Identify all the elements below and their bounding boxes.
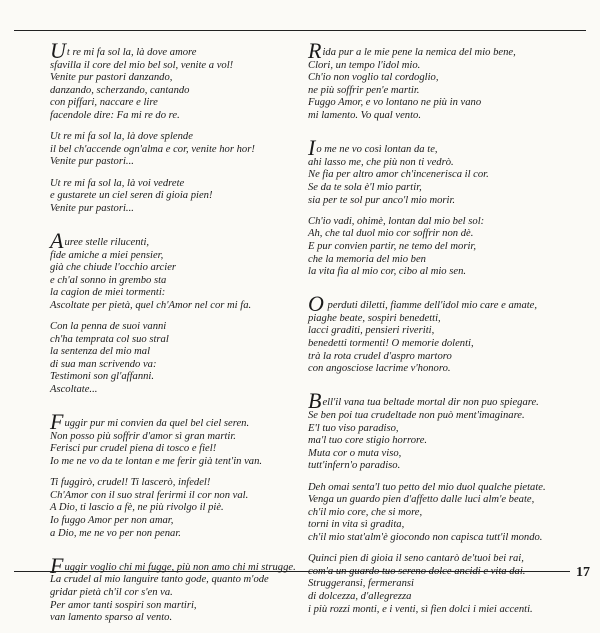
poem-gap <box>308 384 580 394</box>
verse-line-rest: o me ne vo così lontan da te, <box>316 144 438 156</box>
verse-line: ch'ha temprata col suo stral <box>50 333 169 345</box>
top-rule <box>14 30 586 31</box>
verse-line: danzando, scherzando, cantando <box>50 84 190 96</box>
drop-cap: I <box>308 135 316 161</box>
verse-line: Ch'Amor con il suo stral ferirmi il cor non val. <box>50 489 249 501</box>
verse-line: di dolcezza, d'allegrezza <box>308 590 412 602</box>
verse-line <box>50 38 300 63</box>
verse-line: E'l tuo viso paradiso, <box>308 422 399 434</box>
verse-line: ch'il mio core, che si more, <box>308 506 423 518</box>
poem <box>50 227 300 397</box>
verse-line: Venite pur pastori... <box>50 156 134 168</box>
verse-line: Ascoltate... <box>50 384 98 396</box>
verse-line: ch'il mio stat'alm'è giocondo non capisca tutt'il mondo. <box>308 531 543 543</box>
verse-line: com'a un guardo tuo sereno dolce ancidi e vita dai. <box>308 565 526 577</box>
stanza <box>308 38 580 123</box>
stanza <box>50 38 300 123</box>
verse-line: Venite pur pastori... <box>50 202 134 214</box>
verse-line: lacci graditi, pensieri riveriti, <box>308 325 435 337</box>
poem-gap <box>308 287 580 297</box>
verse-line: Clori, un tempo l'idol mio. <box>308 59 421 71</box>
stanza <box>50 178 300 216</box>
drop-cap: U <box>50 38 66 63</box>
verse-line: Ne fia per altro amor ch'incenerisca il cor. <box>308 169 489 181</box>
verse-line: van lamento sparso al vento. <box>50 612 173 624</box>
verse-line: A Dio, ti lascio a fè, ne più rivolgo il piè. <box>50 502 224 514</box>
verse-line-rest: ell'il vana tua beltade mortal dir non puo spiegare. <box>322 397 539 409</box>
verse-line: Ut re mi fa sol la, là voi vedrete <box>50 177 185 189</box>
verse-line: Ti fuggirò, crudel! Ti lascerò, infedel! <box>50 477 211 489</box>
poem-gap <box>50 549 300 559</box>
verse-line: tutt'infern'o paradiso. <box>308 460 401 472</box>
verse-line-rest: t re mi fa sol la, là dove amore <box>66 47 197 58</box>
stanza <box>50 131 300 169</box>
verse-line: facendole dire: Fa mi re do re. <box>50 109 180 121</box>
stanza <box>50 552 300 625</box>
verse-line: Se ben poi tua crudeltade non può ment'imaginare. <box>308 410 525 422</box>
verse-line: e ch'al sonno in grembo sta <box>50 274 167 286</box>
verse-line: fide amiche a miei pensier, <box>50 249 164 261</box>
stanza <box>308 553 580 616</box>
verse-line: Ut re mi fa sol la, là dove splende <box>50 131 193 143</box>
verse-line: Muta cor o muta viso, <box>308 447 402 459</box>
poem <box>308 135 580 279</box>
verse-line: mi lamento. Vo qual vento. <box>308 109 421 121</box>
verse-line: i più rozzi monti, e i venti, sì fien dolci i miei accenti. <box>308 603 533 615</box>
stanza <box>50 227 300 313</box>
verse-line-rest: uggir voglio chi mi fugge, più non amo chi mi strugge. <box>64 561 296 573</box>
stanza <box>308 482 580 545</box>
verse-line: Per amor tanti sospiri son martiri, <box>50 599 197 611</box>
verse-line: Io me ne vo da te lontan e me ferir già tent'in van. <box>50 456 263 467</box>
verse-line: Venite pur pastori danzando, <box>50 72 173 84</box>
verse-line: torni in vita sì gradita, <box>308 519 405 531</box>
verse-line <box>308 135 580 161</box>
stanza <box>308 216 580 279</box>
drop-cap: B <box>308 388 322 414</box>
poem <box>50 552 300 625</box>
verse-line: Io fuggo Amor per non amar, <box>50 514 174 526</box>
verse-line: Con la penna de suoi vanni <box>50 321 167 333</box>
verse-line <box>50 552 300 578</box>
verse-line <box>308 291 580 317</box>
verse-line: già che chiude l'occhio arcier <box>50 262 177 274</box>
verse-line: Venga un guardo pien d'affetto dalle luci alm'e beate, <box>308 494 535 506</box>
verse-line: a Dio, me ne vo per non penar. <box>50 527 181 539</box>
left-column <box>50 38 300 633</box>
poem <box>308 291 580 376</box>
verse-line: la sentenza del mio mal <box>50 346 151 358</box>
poem-gap <box>308 131 580 141</box>
verse-line-rest: uggir pur mi convien da quel bel ciel seren. <box>64 418 250 430</box>
verse-line: di sua man scrivendo va: <box>50 358 157 370</box>
verse-line-rest: ida pur a le mie pene la nemica del mio bene, <box>322 47 516 58</box>
poem <box>50 409 300 540</box>
verse-line: la vita fia al mio cor, cibo al mio sen. <box>308 266 467 278</box>
poem <box>308 38 580 123</box>
poem <box>308 388 580 616</box>
verse-line-rest: uree stelle rilucenti, <box>64 236 150 248</box>
page-number: 17 <box>570 565 590 581</box>
verse-line <box>50 409 300 435</box>
drop-cap: R <box>308 38 322 63</box>
verse-line: con piffari, naccare e lire <box>50 97 158 109</box>
verse-line: Deh omai senta'l tuo petto del mio duol qualche pietate. <box>308 481 546 493</box>
verse-line: Testimoni son gl'affanni. <box>50 371 155 383</box>
verse-line: Non posso più soffrir d'amor sì gran martir. <box>50 430 236 442</box>
stanza <box>50 477 300 540</box>
verse-line: Ch'io non voglio tal cordoglio, <box>308 72 439 84</box>
drop-cap: O <box>308 291 324 317</box>
poem-gap <box>50 405 300 415</box>
verse-line: e gustarete un ciel seren di gioia pien! <box>50 190 213 202</box>
verse-line <box>50 227 300 253</box>
verse-line: E pur convien partir, ne temo del morir, <box>308 240 477 252</box>
drop-cap: A <box>50 227 64 253</box>
stanza <box>308 135 580 207</box>
drop-cap: F <box>50 552 64 578</box>
stanza <box>50 409 300 468</box>
verse-line: Quinci pien di gioia il seno cantarò de'tuoi bei rai, <box>308 553 524 565</box>
verse-line: benedetti tormenti! O memorie dolenti, <box>308 338 474 350</box>
right-column <box>308 38 580 625</box>
verse-line: sfavilla il core del mio bel sol, venite a vol! <box>50 59 234 71</box>
stanza <box>50 321 300 397</box>
verse-line <box>308 388 580 414</box>
verse-line: Se da te sola è'l mio partir, <box>308 181 422 193</box>
verse-line-rest: perduti diletti, fiamme dell'idol mio care e amate, <box>324 300 538 312</box>
verse-line: Ch'io vadi, ohimè, lontan dal mio bel sol: <box>308 215 485 227</box>
verse-line: ne più soffrir pen'e martir. <box>308 84 420 96</box>
drop-cap: F <box>50 409 64 435</box>
verse-line: Ferisci pur crudel piena di tosco e fiel! <box>50 443 217 455</box>
verse-line: il bel ch'accende ogn'alma e cor, venite hor hor! <box>50 143 255 155</box>
poem-gap <box>50 224 300 234</box>
verse-line: sia per te sol pur anco'l mio morir. <box>308 194 456 206</box>
verse-line: piaghe beate, sospiri benedetti, <box>308 312 441 324</box>
verse-line: La crudel al mio languire tanto gode, quanto m'ode <box>50 574 269 586</box>
verse-line: Ascoltate per pietà, quel ch'Amor nel cor mi fa. <box>50 299 252 311</box>
poem <box>50 38 300 215</box>
verse-line: che la memoria del mio ben <box>308 253 426 265</box>
verse-line: con angosciose lacrime v'honoro. <box>308 363 451 375</box>
verse-line: Struggeransi, fermeransi <box>308 578 414 590</box>
verse-line: Fuggo Amor, e vo lontano ne più in vano <box>308 97 482 109</box>
verse-line: ahi lasso me, che più non ti vedrò. <box>308 156 454 168</box>
bottom-rule <box>14 571 578 572</box>
stanza <box>308 388 580 473</box>
verse-line: ma'l tuo core stigio horrore. <box>308 435 428 447</box>
verse-line: la cagion de miei tormenti: <box>50 287 166 299</box>
stanza <box>308 291 580 376</box>
verse-line <box>308 38 580 63</box>
verse-line: gridar pietà ch'il cor s'en va. <box>50 586 173 598</box>
verse-line: Ah, che tal duol mio cor soffrir non dè. <box>308 228 474 240</box>
verse-line: trà la rota crudel d'aspro martoro <box>308 350 452 362</box>
